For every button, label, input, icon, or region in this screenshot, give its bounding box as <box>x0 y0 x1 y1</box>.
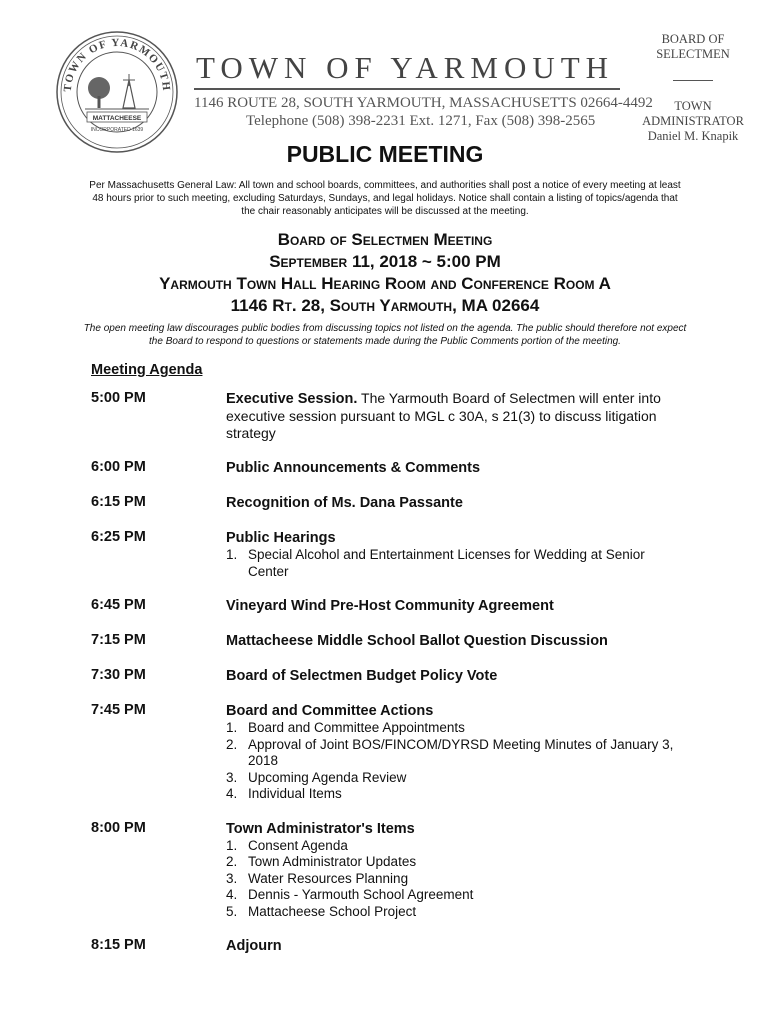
board-label-line1: BOARD OF <box>661 32 725 46</box>
agenda-item-title: Executive Session. <box>226 391 358 407</box>
agenda-item <box>91 702 691 803</box>
agenda-list <box>91 390 691 972</box>
agenda-item-heading <box>226 937 686 955</box>
town-phone: Telephone (508) 398-2231 Ext. 1271, Fax (508) 398-2565 <box>246 113 596 129</box>
agenda-subitem: 4. Individual Items <box>226 786 342 801</box>
agenda-item <box>91 820 691 921</box>
public-meeting-heading: PUBLIC MEETING <box>286 141 484 167</box>
agenda-item-heading <box>226 702 686 720</box>
agenda-item-content <box>226 702 686 803</box>
agenda-item-content <box>226 667 686 685</box>
agenda-subitem: 2. Approval of Joint BOS/FINCOM/DYRSD Meeting Minutes of January 3, 2018 <box>226 736 674 768</box>
svg-text:MATTACHEESE: MATTACHEESE <box>92 115 142 122</box>
agenda-subitem: 3. Upcoming Agenda Review <box>226 769 407 785</box>
right-divider <box>673 80 713 81</box>
agenda-subitem: 4. Dennis - Yarmouth School Agreement <box>226 887 474 902</box>
meeting-address: 1146 Rt. 28, South Yarmouth, MA 02664 <box>230 296 540 315</box>
meeting-title: Board of Selectmen Meeting <box>277 230 493 249</box>
agenda-item <box>91 494 691 512</box>
admin-name: Daniel M. Knapik <box>647 129 739 143</box>
agenda-item-content <box>226 529 686 580</box>
agenda-item-title: Board and Committee Actions <box>226 703 434 719</box>
agenda-item-heading <box>226 494 686 512</box>
agenda-item-heading <box>226 667 686 685</box>
agenda-item-content <box>226 597 686 615</box>
agenda-item-time: 8:15 PM <box>91 937 146 953</box>
town-title: TOWN OF YARMOUTH <box>196 50 615 85</box>
agenda-subitem-list <box>226 838 686 921</box>
meeting-info <box>0 229 770 317</box>
agenda-item-time: 7:15 PM <box>91 632 146 648</box>
agenda-item-heading <box>226 597 686 615</box>
agenda-heading: Meeting Agenda <box>91 362 203 378</box>
agenda-item-time: 6:00 PM <box>91 459 146 475</box>
agenda-item-time: 7:45 PM <box>91 702 146 718</box>
meeting-location: Yarmouth Town Hall Hearing Room and Conference Room A <box>159 274 611 293</box>
board-label-line2: SELECTMEN <box>656 47 730 61</box>
agenda-item-title: Board of Selectmen Budget Policy Vote <box>226 668 498 684</box>
meeting-date: September 11, 2018 ~ 5:00 PM <box>269 252 501 271</box>
agenda-item-heading <box>226 459 686 477</box>
agenda-item-title: Vineyard Wind Pre-Host Community Agreement <box>226 598 554 614</box>
svg-text:INCORPORATED 1639: INCORPORATED 1639 <box>90 127 144 133</box>
agenda-item-title: Public Announcements & Comments <box>226 460 481 476</box>
agenda-item-heading <box>226 820 686 838</box>
agenda-subitem-list <box>226 720 686 803</box>
agenda-item-time: 8:00 PM <box>91 819 146 836</box>
agenda-item <box>91 390 691 442</box>
agenda-item-title: Recognition of Ms. Dana Passante <box>226 495 463 511</box>
agenda-item-description: The Yarmouth Board of Selectmen will enter into executive session pursuant to MGL c 30A, s 21(3) to discuss litigation strategy <box>226 390 661 441</box>
agenda-subitem: 2. Town Administrator Updates <box>226 854 417 869</box>
agenda-item-content <box>226 632 686 650</box>
agenda-item-time: 6:25 PM <box>91 529 146 545</box>
agenda-item-content <box>226 494 686 512</box>
agenda-item <box>91 632 691 650</box>
agenda-subitem: 5. Mattacheese School Project <box>226 903 417 919</box>
open-meeting-disclaimer: The open meeting law discourages public bodies from discussing topics not listed on the agenda. The public should therefore not expect the Board to respond to questions or statements made during the Public Comments portion of the meeting. <box>83 323 687 347</box>
admin-label-line1: TOWN <box>674 99 712 113</box>
agenda-subitem-list <box>226 547 686 580</box>
agenda-item-time: 7:30 PM <box>91 667 146 683</box>
agenda-item <box>91 529 691 580</box>
agenda-subitem: 1. Consent Agenda <box>226 837 348 853</box>
agenda-item-time: 5:00 PM <box>91 390 146 406</box>
town-address: 1146 ROUTE 28, SOUTH YARMOUTH, MASSACHUSETTS 02664-4492 <box>194 95 653 111</box>
agenda-subitem: 3. Water Resources Planning <box>226 870 409 886</box>
admin-label-line2: ADMINISTRATOR <box>642 114 744 128</box>
agenda-item-heading <box>226 390 686 442</box>
agenda-item-title: Public Hearings <box>226 530 336 546</box>
agenda-item-title: Adjourn <box>226 938 282 954</box>
svg-text:TOWN OF YARMOUTH: TOWN OF YARMOUTH <box>61 36 173 93</box>
header-right-column <box>628 32 758 144</box>
agenda-item <box>91 937 691 955</box>
agenda-item-time: 6:45 PM <box>91 597 146 613</box>
town-seal-logo <box>55 30 179 154</box>
agenda-item-time: 6:15 PM <box>91 494 146 510</box>
agenda-subitem: 1. Board and Committee Appointments <box>226 720 465 735</box>
posting-notice: Per Massachusetts General Law: All town and school boards, committees, and authorities shall post a notice of every meeting at least 48 hours prior to such meeting, excluding Saturdays, Sundays, and legal holidays. Notice shall contain a listing of topics/agenda that the chair reasonably anticipates will be discussed at the meeting. <box>89 180 681 217</box>
agenda-item <box>91 459 691 477</box>
title-divider <box>194 88 620 90</box>
agenda-subitem: 1. Special Alcohol and Entertainment Licenses for Wedding at Senior Center <box>226 547 645 579</box>
agenda-item-heading <box>226 632 686 650</box>
agenda-item-heading <box>226 529 686 547</box>
agenda-item <box>91 667 691 685</box>
agenda-item-content <box>226 820 686 921</box>
agenda-item-content <box>226 937 686 955</box>
agenda-item-content <box>226 390 686 442</box>
agenda-item-content <box>226 459 686 477</box>
agenda-item-title: Mattacheese Middle School Ballot Question Discussion <box>226 633 608 649</box>
agenda-item-title: Town Administrator's Items <box>226 820 415 837</box>
agenda-item <box>91 597 691 615</box>
